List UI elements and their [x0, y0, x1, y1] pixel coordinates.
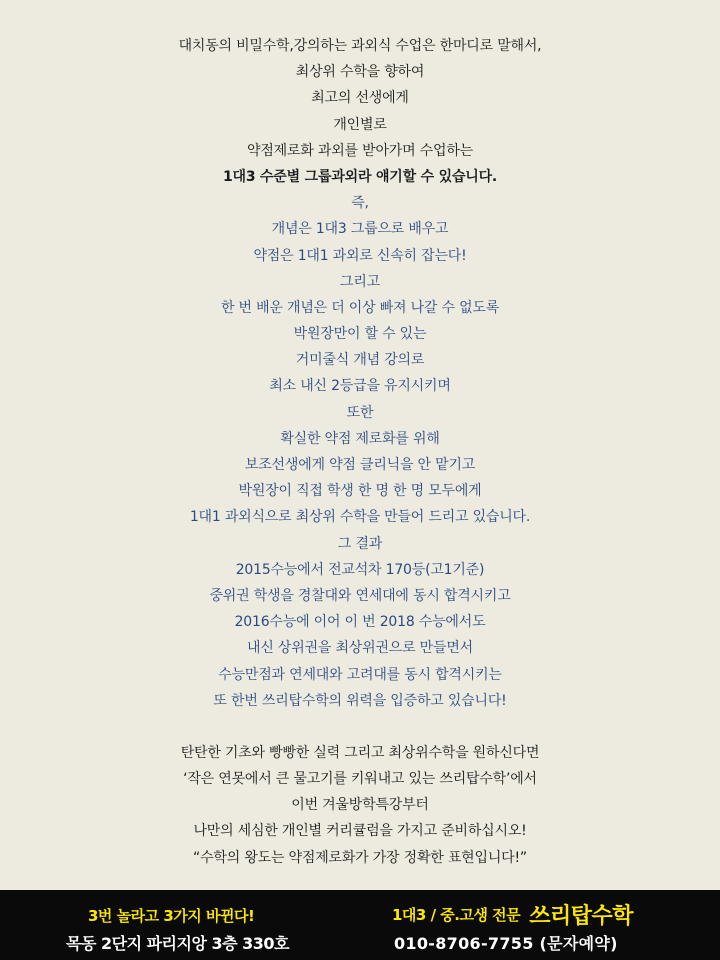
brand-logo-text: 쓰리탑수학 [529, 904, 634, 929]
paragraph-gap [0, 714, 720, 740]
text-line: 거미줄식 개념 강의로 [295, 352, 425, 369]
closing-lines [0, 740, 720, 871]
text-line: 박원장만이 할 수 있는 [293, 326, 427, 343]
text-line: 개인별로 [333, 116, 387, 133]
text-line: 1대1 과외식으로 최상위 수학을 만들어 드리고 있습니다. [189, 509, 531, 526]
text-line: 그리고 [340, 273, 380, 290]
footer-phone[interactable]: 010-8706-7755 (문자예약) [394, 934, 618, 953]
text-line: ‘작은 연못에서 큰 물고기를 키워내고 있는 쓰리탑수학’에서 [183, 771, 537, 788]
footer-brand-block [392, 899, 633, 930]
footer-tagline: 1대3 / 중.고생 전문 [392, 906, 521, 924]
text-line: 약점제로화 과외를 받아가며 수업하는 [247, 142, 473, 159]
text-line: 최소 내신 2등급을 유지시키며 [269, 378, 451, 395]
text-line: “수학의 왕도는 약점제로화가 가장 정확한 표현입니다!” [193, 849, 527, 866]
text-line: 2015수능에서 전교석차 170등(고1기준) [235, 561, 485, 578]
body-lines [0, 33, 720, 714]
text-line: 약점은 1대1 과외로 신속히 잡는다! [253, 247, 467, 264]
text-line: 또한 [346, 404, 374, 421]
main-text [0, 33, 720, 871]
text-line: 중위권 학생을 경찰대와 연세대에 동시 합격시키고 [209, 587, 511, 604]
text-line: 탄탄한 기초와 빵빵한 실력 그리고 최상위수학을 원하신다면 [180, 744, 540, 761]
text-line: 보조선생에게 약점 클리닉을 안 맡기고 [244, 457, 476, 473]
text-line: 최고의 선생에게 [311, 90, 409, 107]
text-line: 한 번 배운 개념은 더 이상 빠져 나갈 수 없도록 [220, 299, 500, 316]
text-line: 또 한번 쓰리탑수학의 위력을 입증하고 있습니다! [213, 692, 507, 709]
text-line: 대치동의 비밀수학,강의하는 과외식 수업은 한마디로 말해서, [178, 38, 542, 54]
text-line: 이번 겨울방학특강부터 [291, 797, 429, 814]
text-line: 즉, [351, 195, 369, 212]
text-line: 박원장이 직접 학생 한 명 한 명 모두에게 [238, 483, 482, 500]
text-line: 개념은 1대3 그룹으로 배우고 [271, 221, 449, 238]
footer-address: 목동 2단지 파리지앙 3층 330호 [66, 934, 290, 953]
text-line: 최상위 수학을 향하여 [295, 64, 425, 81]
text-line: 나만의 세심한 개인별 커리큘럼을 가지고 준비하십시오! [193, 823, 527, 840]
text-line: 내신 상위권을 최상위권으로 만들면서 [247, 640, 473, 657]
footer-banner [0, 890, 720, 960]
text-line: 확실한 약점 제로화를 위해 [280, 430, 440, 447]
footer-slogan: 3번 놀라고 3가지 바뀐다! [88, 907, 255, 925]
text-line: 수능만점과 연세대와 고려대를 동시 합격시키는 [218, 666, 502, 683]
text-line: 2016수능에 이어 이 번 2018 수능에서도 [234, 614, 486, 631]
text-line: 1대3 수준별 그룹과외라 얘기할 수 있습니다. [222, 168, 498, 185]
text-line: 그 결과 [337, 535, 383, 552]
